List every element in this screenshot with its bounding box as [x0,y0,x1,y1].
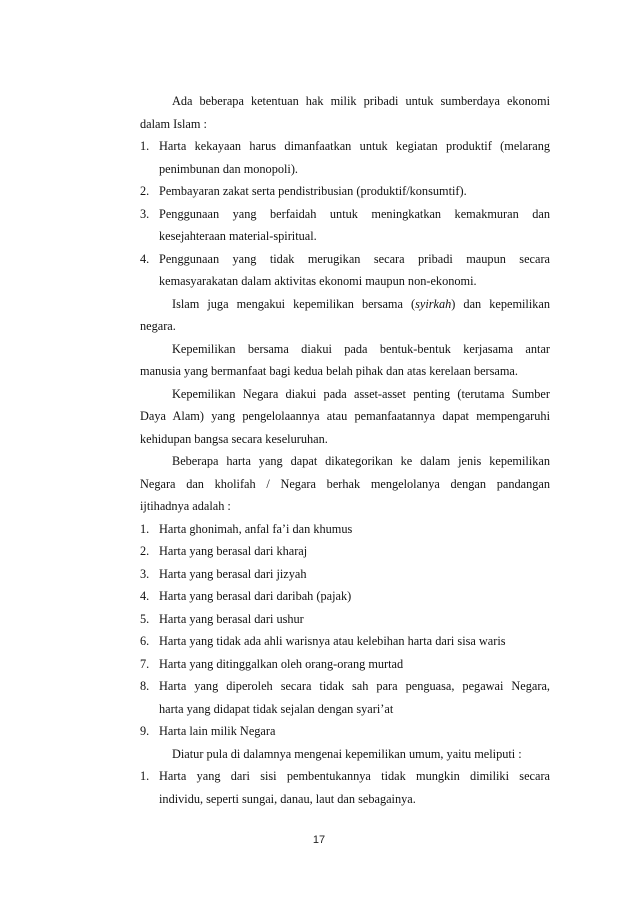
list-item [140,518,550,541]
list-item-text: Harta yang tidak ada ahli warisnya atau kelebihan harta dari sisa waris [159,634,506,648]
list-number: 9. [140,724,150,738]
ownership-provisions-list [140,135,550,293]
list-item-text: Harta yang diperoleh secara tidak sah para penguasa, pegawai Negara, [159,679,550,693]
paragraph-line: Negara dan kholifah / Negara berhak mengelolanya dengan pandangan [140,476,550,491]
list-item-text: penimbunan dan monopoli). [159,161,299,176]
text-span: ) dan kepemilikan [451,296,551,311]
document-page [140,90,550,810]
list-item [140,585,550,608]
list-number: 5. [140,611,150,626]
list-item-text: Harta yang berasal dari ushur [159,611,304,626]
list-item-text: Pembayaran zakat serta pendistribusian (produktif/konsumtif). [159,184,467,198]
paragraph-line [140,293,550,316]
list-item-text: kesejahteraan material-spiritual. [159,229,317,243]
paragraph-line: Daya Alam) yang pengelolaannya atau pemanfaatannya dapat mempengaruhi [140,409,550,423]
list-item [140,540,550,563]
paragraph-line: Diatur pula di dalamnya mengenai kepemilikan umum, yaitu meliputi : [172,746,522,761]
list-item-text: Harta yang dari sisi pembentukannya tidak mungkin dimiliki secara [159,769,550,783]
state-property-list [140,518,550,743]
list-number: 1. [140,769,150,783]
list-number: 8. [140,679,150,693]
list-number: 4. [140,589,150,603]
list-item [140,563,550,586]
list-item [140,203,550,248]
list-item [140,765,550,810]
list-number: 2. [140,544,150,558]
list-item-text: Harta yang ditinggalkan oleh orang-orang murtad [159,656,404,671]
paragraph-line: Kepemilikan bersama diakui pada bentuk-bentuk kerjasama antar [172,341,550,356]
list-number: 7. [140,656,150,671]
public-property-list [140,765,550,810]
list-item [140,248,550,293]
paragraph-line: manusia yang bermanfaat bagi kedua belah pihak dan atas kerelaan bersama. [140,364,518,378]
paragraph-line: Ada beberapa ketentuan hak milik pribadi untuk sumberdaya ekonomi [172,94,550,108]
list-item-text: Harta lain milik Negara [159,724,276,738]
list-item [140,630,550,653]
text-span: Islam juga mengakui kepemilikan bersama ( [172,296,416,311]
list-item [140,675,550,720]
list-item [140,180,550,203]
emphasis-term: syirkah [415,296,452,311]
list-number: 3. [140,566,150,581]
list-item-text: Harta ghonimah, anfal fa’i dan khumus [159,521,353,536]
list-number: 1. [140,521,150,536]
list-number: 2. [140,184,150,198]
list-number: 3. [140,206,150,221]
paragraph-line: dalam Islam : [140,116,207,131]
list-item [140,653,550,676]
list-item-text: Penggunaan yang berfaidah untuk meningkatkan kemakmuran dan [159,206,550,221]
paragraph-line: negara. [140,319,176,333]
list-item-text: Penggunaan yang tidak merugikan secara pribadi maupun secara [159,251,550,266]
list-item-text: harta yang didapat tidak sejalan dengan syari’at [159,701,394,716]
list-number: 6. [140,634,150,648]
list-item [140,720,550,743]
list-item-text: Harta kekayaan harus dimanfaatkan untuk kegiatan produktif (melarang [159,139,550,153]
list-item [140,608,550,631]
list-item-text: Harta yang berasal dari jizyah [159,566,307,581]
list-item-text: kemasyarakatan dalam aktivitas ekonomi maupun non-ekonomi. [159,274,477,288]
list-item-text: Harta yang berasal dari daribah (pajak) [159,589,352,603]
paragraph-line: kehidupan bangsa secara keseluruhan. [140,431,328,446]
paragraph-line: Beberapa harta yang dapat dikategorikan ke dalam jenis kepemilikan [172,454,550,468]
paragraph-line: Kepemilikan Negara diakui pada asset-asset penting (terutama Sumber [172,386,550,401]
paragraph-line: ijtihadnya adalah : [140,499,231,513]
list-item-text: Harta yang berasal dari kharaj [159,544,308,558]
list-item-text: individu, seperti sungai, danau, laut dan sebagainya. [159,791,416,806]
list-number: 1. [140,139,150,153]
list-item [140,135,550,180]
list-number: 4. [140,251,150,266]
page-number: 17 [312,834,326,846]
